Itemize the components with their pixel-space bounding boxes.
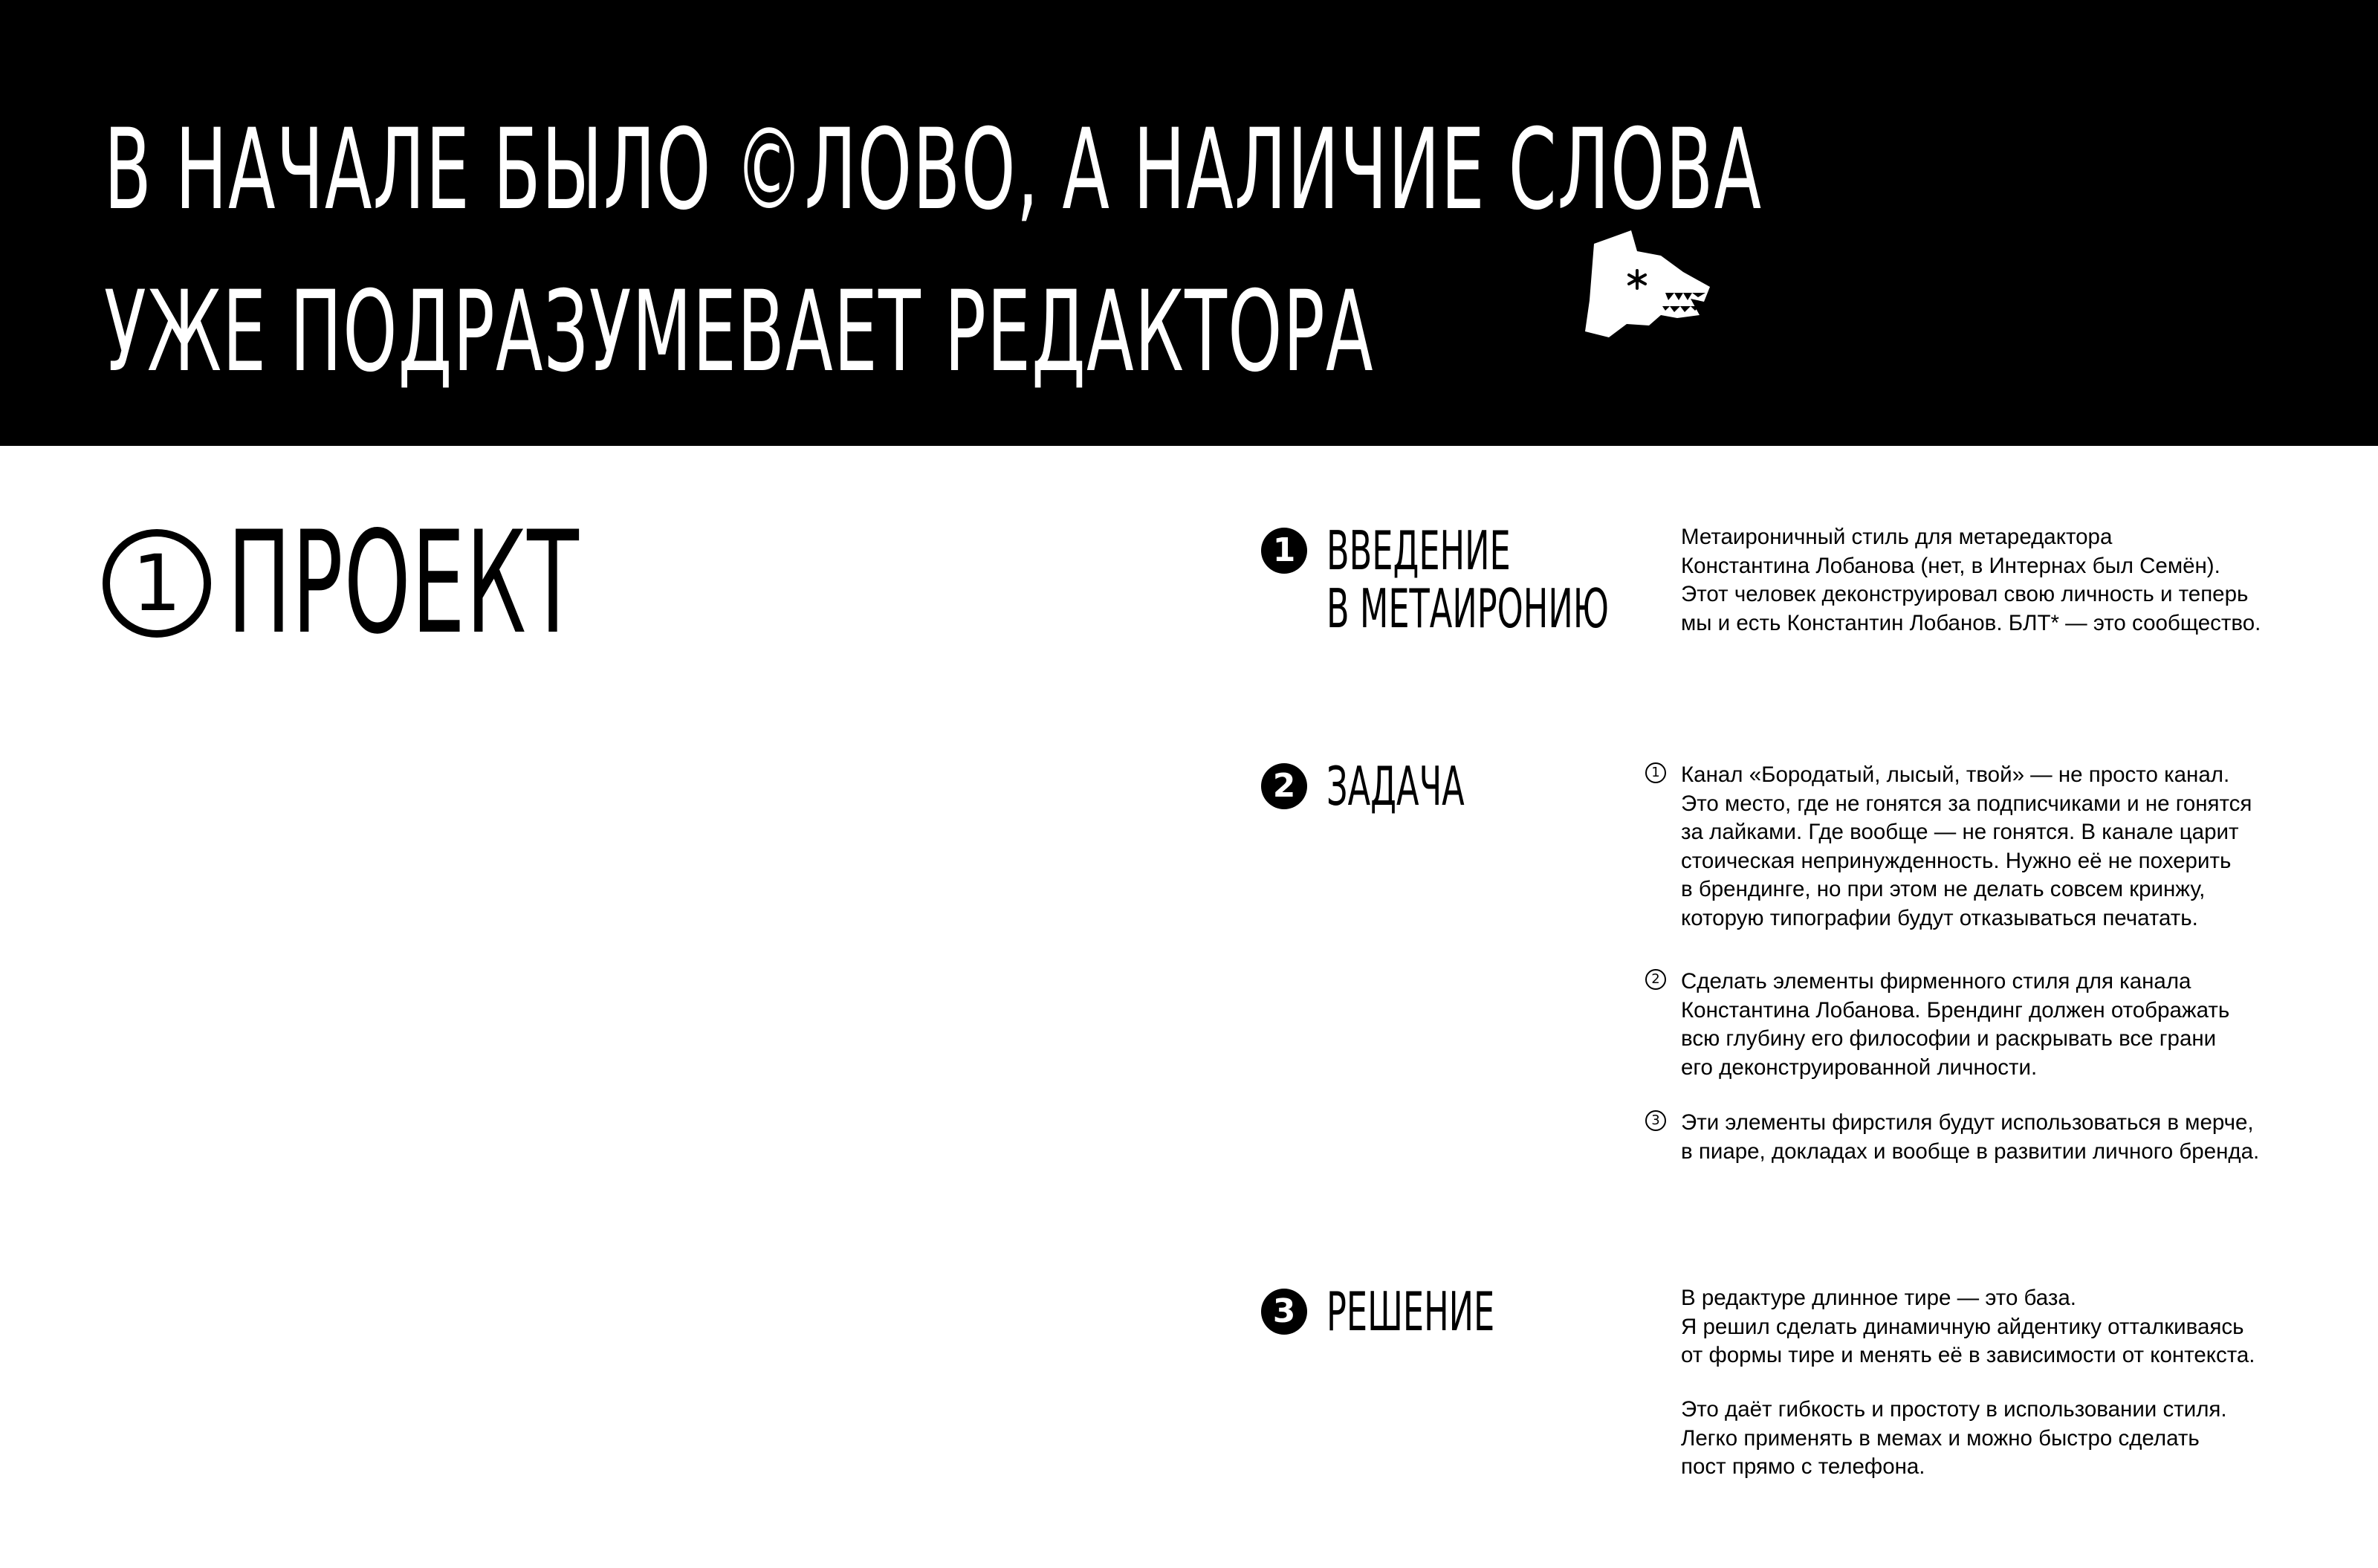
task-item-line: в брендинге, но при этом не делать совсем кринжу, [1681,877,2206,901]
solution-line: Легко применять в мемах и можно быстро сделать [1681,1425,2200,1451]
task-item-line: которую типографии будут отказываться печатать. [1681,905,2198,930]
solution-line: Я решил сделать динамичную айдентику отталкиваясь [1681,1314,2244,1339]
task-item-line: всю глубину его философии и раскрывать все грани [1681,1026,2217,1051]
section-name: ПРОЕКТ [227,501,580,665]
solution-paragraph [1681,1396,2227,1482]
task-item-line: его деконструированной личности. [1681,1054,2038,1080]
solution-line: пост прямо с телефона. [1681,1454,1925,1479]
task-item-text [1681,761,2252,933]
task-item-line: Эти элементы фирстиля будут использоваться в мерче, [1681,1110,2254,1135]
solution-title: РЕШЕНИЕ [1326,1280,1495,1343]
task-item-marker: 2 [1645,969,1666,990]
solution-paragraph [1681,1284,2255,1370]
intro-text-line: Метаироничный стиль для метаредактора [1681,525,2113,549]
intro-text [1681,523,2261,638]
task-item-line: в пиаре, докладах и вообще в развитии личного бренда. [1681,1138,2260,1164]
task-title: ЗАДАЧА [1326,755,1465,817]
intro-text-line: Константина Лобанова (нет, в Интернах был Семён). [1681,553,2220,578]
headline [104,89,1762,413]
task-item-line: Сделать элементы фирменного стиля для канала [1681,969,2191,994]
solution-heading [1261,1280,1598,1343]
intro-badge: 1 [1261,528,1307,574]
intro-title-line: ВВЕДЕНИЕ [1326,519,1511,582]
task-heading [1261,757,1549,815]
task-item-text [1681,968,2229,1082]
intro-text-line: мы и есть Константин Лобанов. БЛТ* — это сообщество. [1681,610,2261,635]
intro-title [1326,519,1609,640]
task-item-line: Константина Лобанова. Брендинг должен отображать [1681,997,2230,1023]
solution-line: В редактуре длинное тире — это база. [1681,1286,2076,1310]
task-item-line: Это место, где не гонятся за подписчиками и не гонятся [1681,791,2252,816]
task-item-line: стоическая непринужденность. Нужно её не похерить [1681,848,2232,873]
task-item-marker: 3 [1645,1110,1666,1131]
headline-line: В НАЧАЛЕ БЫЛО ©ЛОВО, А НАЛИЧИЕ СЛОВА [104,106,1763,235]
task-badge: 2 [1261,763,1307,809]
header-band [0,0,2378,446]
solution-line: от формы тире и менять её в зависимости от контекста. [1681,1343,2255,1367]
solution-badge: 3 [1261,1289,1307,1335]
intro-text-line: Этот человек деконструировал свою личность и теперь [1681,582,2249,606]
task-item-marker: 1 [1645,762,1666,783]
section-title [103,501,814,665]
task-item-text [1681,1109,2259,1166]
dog-head-icon [1579,229,1713,340]
headline-line: УЖЕ ПОДРАЗУМЕВАЕТ РЕДАКТОРА [104,268,1374,397]
section-number-circle: 1 [103,529,211,638]
task-item-line: Канал «Бородатый, лысый, твой» — не просто канал. [1681,762,2230,787]
solution-line: Это даёт гибкость и простоту в использовании стиля. [1681,1397,2227,1422]
task-item-line: за лайками. Где вообще — не гонятся. В канале царит [1681,820,2239,844]
intro-title-line: В МЕТАИРОНИЮ [1326,577,1609,640]
